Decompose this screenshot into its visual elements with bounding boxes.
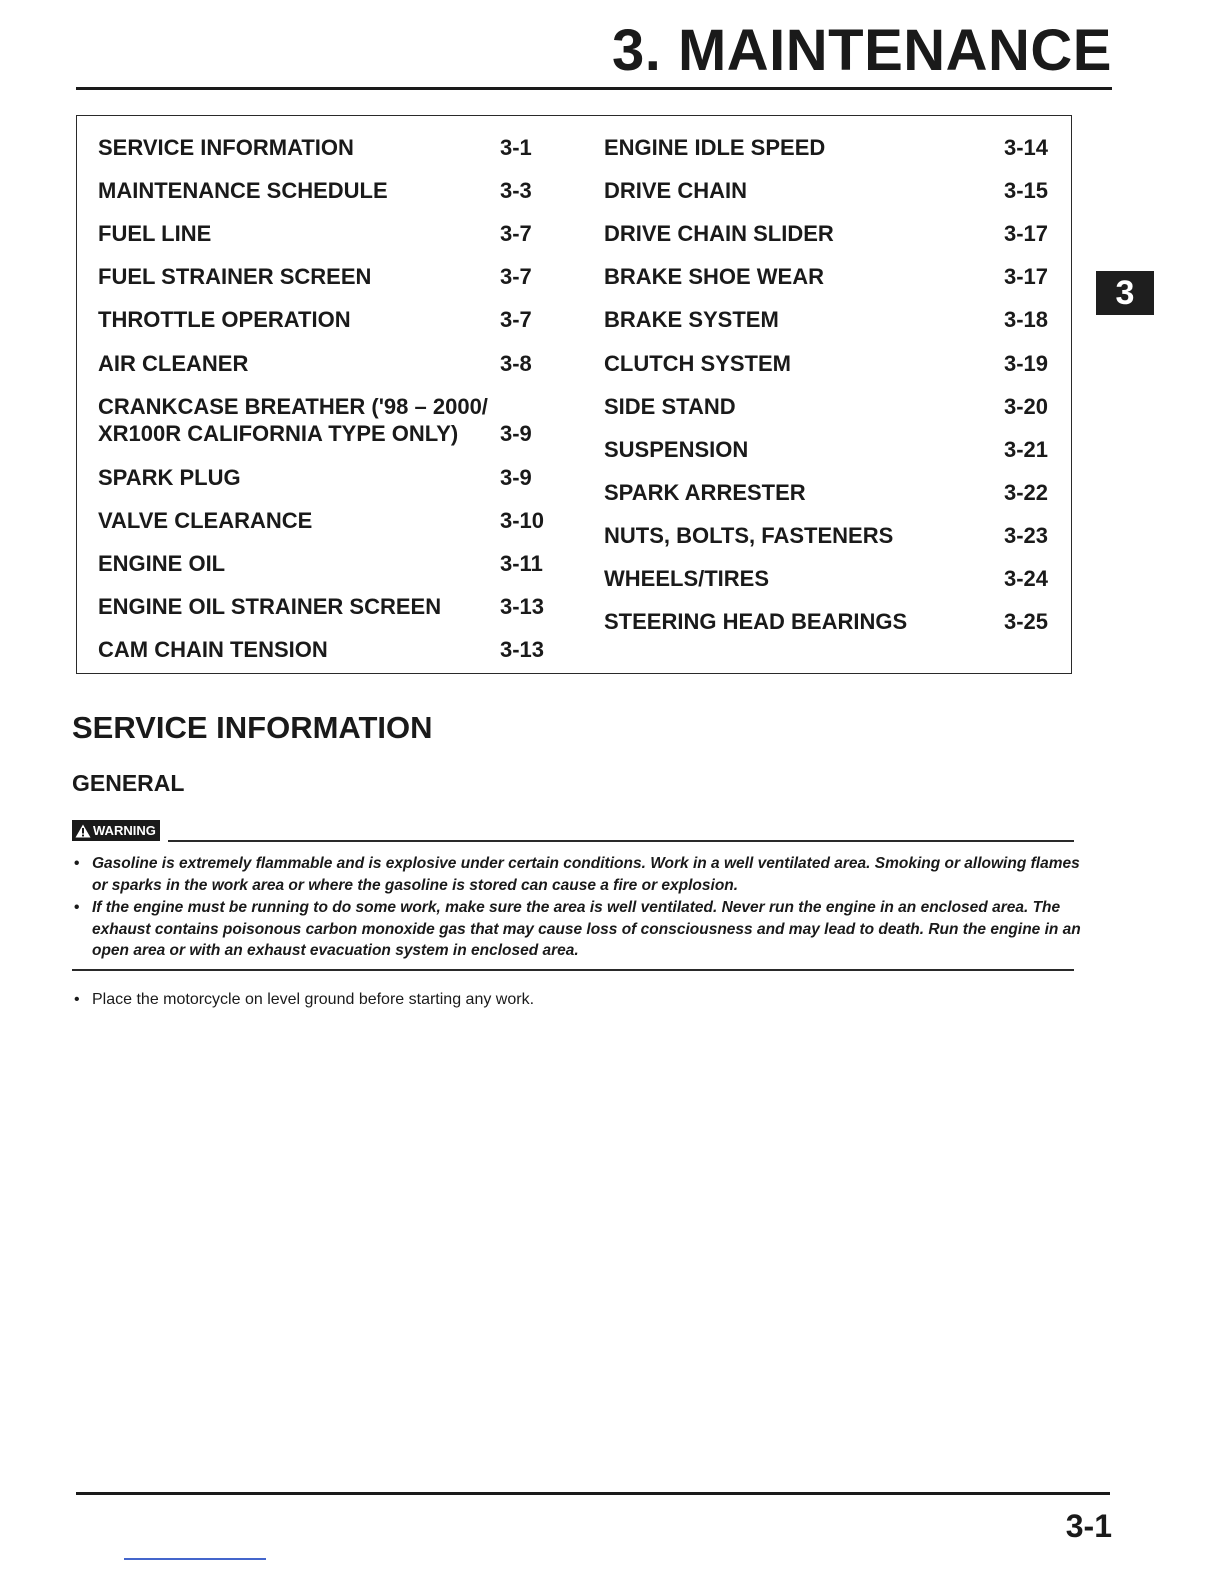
toc-entry-title: CLUTCH SYSTEM: [604, 351, 791, 376]
toc-entry-page: 3-25: [1004, 609, 1049, 634]
toc-entry-title: WHEELS/TIRES: [604, 566, 770, 591]
bullet-icon: •: [74, 899, 80, 916]
toc-entry-page: 3-3: [500, 178, 532, 203]
warning-item: [74, 853, 1082, 896]
toc-entry-page: 3-11: [500, 551, 543, 576]
toc-entry-page: 3-13: [500, 594, 545, 619]
toc-entry-page: 3-22: [1004, 480, 1049, 505]
toc-entry-title: BRAKE SHOE WEAR: [604, 264, 825, 289]
warning-top-rule: [168, 840, 1074, 842]
warning-text: If the engine must be running to do some work, make sure the area is well ventilated. Never run the engine in an enclosed area. The exhaust contains poisonous carbon monoxide gas that may cause loss of consciousness and may lead to death. Run the engine in an open area or with an exhaust evacuation system in enclosed area.: [92, 899, 1081, 959]
warning-triangle-icon: [75, 824, 91, 838]
chapter-title: 3. MAINTENANCE: [611, 18, 1112, 83]
section-heading: SERVICE INFORMATION: [72, 710, 433, 745]
page-number: 3-1: [1065, 1508, 1112, 1544]
toc-entry-title: BRAKE SYSTEM: [604, 307, 779, 332]
toc-entry-title: CAM CHAIN TENSION: [98, 637, 328, 662]
toc-entry-title: NUTS, BOLTS, FASTENERS: [604, 523, 894, 548]
toc-entry-title: DRIVE CHAIN: [604, 178, 748, 203]
toc-entry-page: 3-15: [1004, 178, 1049, 203]
toc-entry-title: FUEL LINE: [98, 221, 212, 246]
toc-entry-title: CRANKCASE BREATHER ('98 – 2000/: [98, 394, 488, 419]
toc-entry-page: 3-7: [500, 307, 532, 332]
toc-entry-page: 3-20: [1004, 394, 1049, 419]
toc-entry-title: SUSPENSION: [604, 437, 749, 462]
toc-entry-page: 3-7: [500, 221, 532, 246]
toc-entry-title: ENGINE OIL: [98, 551, 226, 576]
toc-entry-page: 3-9: [500, 465, 532, 490]
header-rule: [76, 87, 1112, 90]
toc-entry-page: 3-14: [1004, 135, 1049, 160]
toc-entry-page: 3-13: [500, 637, 545, 662]
toc-entry-page: 3-7: [500, 264, 532, 289]
toc-entry-page: 3-10: [500, 508, 545, 533]
sub-heading: GENERAL: [72, 770, 185, 796]
toc-entry-page: 3-21: [1004, 437, 1049, 462]
toc-entry-page: 3-1: [500, 135, 532, 160]
toc-entry-page: 3-18: [1004, 307, 1049, 332]
toc-entry-title: DRIVE CHAIN SLIDER: [604, 221, 834, 246]
toc-entry-title: ENGINE IDLE SPEED: [604, 135, 826, 160]
toc-entry-title: FUEL STRAINER SCREEN: [98, 264, 372, 289]
warning-item: [74, 897, 1082, 962]
note-item: [74, 989, 535, 1011]
toc-entry-title: SPARK ARRESTER: [604, 480, 806, 505]
bullet-icon: •: [74, 991, 80, 1008]
warning-bottom-rule: [72, 969, 1074, 971]
warning-text: Gasoline is extremely flammable and is explosive under certain conditions. Work in a well ventilated area. Smoking or allowing flames or sparks in the work area or where the gasoline is stored can cause a fire or explosion.: [92, 855, 1080, 894]
toc-entry-page: 3-8: [500, 351, 532, 376]
toc-entry-page: 3-19: [1004, 351, 1049, 376]
toc-entry-title: AIR CLEANER: [98, 351, 249, 376]
toc-entry-title: MAINTENANCE SCHEDULE: [98, 178, 388, 203]
toc-entry-title: XR100R CALIFORNIA TYPE ONLY): [98, 421, 459, 446]
chapter-tab-marker: 3: [1096, 271, 1154, 315]
toc-entry-title: ENGINE OIL STRAINER SCREEN: [98, 594, 442, 619]
toc-entry-title: STEERING HEAD BEARINGS: [604, 609, 908, 634]
toc-entry-title: SERVICE INFORMATION: [98, 135, 354, 160]
footer-link-line: [124, 1558, 266, 1560]
toc-entry-title: SIDE STAND: [604, 394, 736, 419]
toc-entry-page: 3-9: [500, 421, 532, 446]
toc-entry-page: 3-17: [1004, 264, 1049, 289]
toc-entry-page: 3-23: [1004, 523, 1049, 548]
toc-entry-title: VALVE CLEARANCE: [98, 508, 313, 533]
warning-label-text: WARNING: [93, 823, 156, 838]
note-text: Place the motorcycle on level ground before starting any work.: [92, 991, 535, 1008]
footer-rule: [76, 1492, 1110, 1495]
toc-entry-page: 3-17: [1004, 221, 1049, 246]
warning-label: [72, 820, 160, 841]
toc-entry-page: 3-24: [1004, 566, 1049, 591]
toc-entry-title: SPARK PLUG: [98, 465, 241, 490]
bullet-icon: •: [74, 855, 80, 872]
toc-entry-title: THROTTLE OPERATION: [98, 307, 351, 332]
table-of-contents: [76, 115, 1072, 674]
